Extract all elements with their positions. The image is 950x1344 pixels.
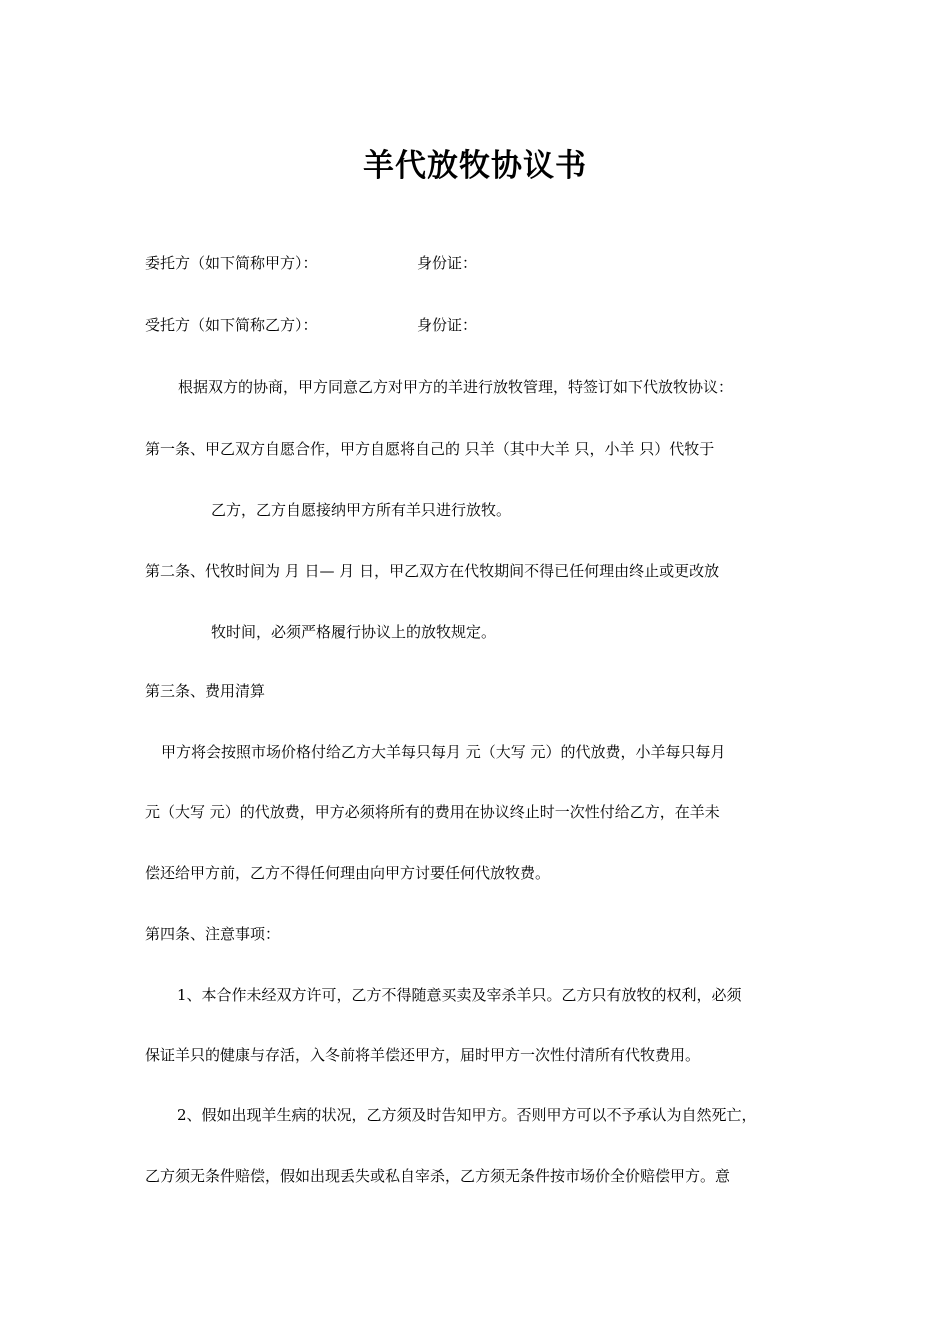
party-a-id-label: 身份证：	[417, 254, 478, 272]
article1-line1: 第一条、甲乙双方自愿合作，甲方自愿将自己的 只羊（其中大羊 只，小羊 只）代牧于	[145, 440, 715, 458]
article1-line2: 乙方，乙方自愿接纳甲方所有羊只进行放牧。	[211, 501, 512, 519]
document-title: 羊代放牧协议书	[363, 148, 587, 184]
article3-line2: 元（大写 元）的代放费，甲方必须将所有的费用在协议终止时一次性付给乙方，在羊未	[145, 803, 720, 821]
party-b-label: 受托方（如下简称乙方）：	[145, 316, 318, 334]
article3-heading: 第三条、费用清算	[145, 682, 266, 700]
article4-item2-line1: 2、假如出现羊生病的状况，乙方须及时告知甲方。否则甲方可以不予承认为自然死亡，	[177, 1106, 757, 1124]
article3-line3: 偿还给甲方前，乙方不得任何理由向甲方讨要任何代放牧费。	[145, 864, 551, 882]
article2-line1: 第二条、代牧时间为 月 日— 月 日，甲乙双方在代牧期间不得已任何理由终止或更改放	[145, 562, 720, 580]
article4-item1-line1: 1、本合作未经双方许可，乙方不得随意买卖及宰杀羊只。乙方只有放牧的权利，必须	[177, 986, 742, 1004]
article4-item2-line2: 乙方须无条件赔偿，假如出现丢失或私自宰杀，乙方须无条件按市场价全价赔偿甲方。意	[145, 1167, 731, 1185]
article3-line1: 甲方将会按照市场价格付给乙方大羊每只每月 元（大写 元）的代放费，小羊每只每月	[161, 743, 726, 761]
article4-item1-line2: 保证羊只的健康与存活，入冬前将羊偿还甲方，届时甲方一次性付清所有代牧费用。	[145, 1046, 701, 1064]
article4-heading: 第四条、注意事项：	[145, 925, 281, 943]
article2-line2: 牧时间，必须严格履行协议上的放牧规定。	[211, 623, 497, 641]
preamble: 根据双方的协商，甲方同意乙方对甲方的羊进行放牧管理，特签订如下代放牧协议：	[178, 378, 734, 396]
party-b-id-label: 身份证：	[417, 316, 478, 334]
party-a-label: 委托方（如下简称甲方）：	[145, 254, 318, 272]
